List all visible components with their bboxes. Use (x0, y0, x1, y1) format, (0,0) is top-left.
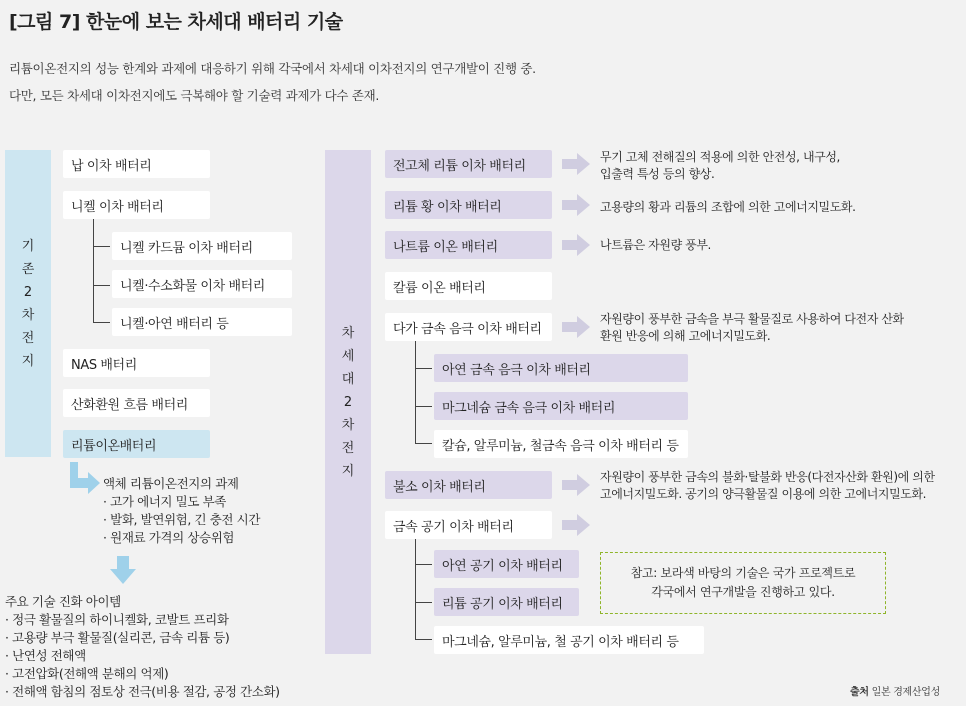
nizn-battery: 니켈·아연 배터리 등 (112, 308, 292, 336)
nickel-branch (93, 246, 110, 247)
multivalent-branch (415, 368, 432, 369)
metal-air-tree-line (415, 539, 416, 640)
nas-battery: NAS 배터리 (63, 349, 210, 377)
mg-anode-battery: 마그네슘 금속 음극 이차 배터리 (434, 392, 688, 420)
issues-title: 액체 리튬이온전지의 과제 (103, 476, 239, 491)
nimh-battery: 니켈·수소화물 이차 배터리 (112, 270, 292, 298)
issue-item: · 원재료 가격의 상승위험 (103, 530, 235, 545)
multivalent-desc: 자원량이 풍부한 금속을 부극 활물질로 사용하여 다전자 산화 환원 반응에 의해 고에너지밀도화. (600, 312, 904, 343)
metal-air-battery: 금속 공기 이차 배터리 (385, 511, 552, 539)
intro-line-1: 리튬이온전지의 성능 한계와 과제에 대응하기 위해 각국에서 차세대 이차전지의 연구개발이 진행 중. (9, 61, 536, 76)
elbow-arrow-icon (68, 462, 102, 494)
li-ion-battery: 리튬이온배터리 (63, 430, 210, 458)
right-arrow-icon (562, 514, 590, 536)
right-arrow-icon (562, 316, 590, 338)
nickel-branch (93, 322, 110, 323)
down-arrow-icon (110, 556, 136, 584)
zn-air-battery: 아연 공기 이차 배터리 (434, 550, 579, 578)
issue-item: · 발화, 발연위험, 긴 충전 시간 (103, 512, 261, 527)
k-ion-battery: 칼륨 이온 배터리 (385, 272, 552, 300)
source-credit: 출처 일본 경제산업성 (849, 687, 940, 698)
fluoride-desc: 자원량이 풍부한 금속의 불화·탈불화 반응(다전자산화 환원)에 의한 고에너지밀도화. 공기의 양극활물질 이용에 의한 고에너지밀도화. (600, 470, 935, 501)
metal-air-branch (415, 564, 432, 565)
metal-air-branch (415, 602, 432, 603)
evolution-item: · 전해액 함침의 점토상 전극(비용 절감, 공정 간소화) (5, 684, 280, 699)
ca-anode-battery: 칼슘, 알루미늄, 철금속 음극 이차 배터리 등 (434, 430, 688, 458)
multivalent-branch (415, 406, 432, 407)
redox-flow-battery: 산화환원 흐름 배터리 (63, 389, 210, 417)
li-s-battery: 리튬 황 이차 배터리 (385, 191, 552, 219)
lead-battery: 납 이차 배터리 (63, 150, 210, 178)
nicd-battery: 니켈 카드뮴 이차 배터리 (112, 232, 292, 260)
mg-air-battery: 마그네슘, 알루미늄, 철 공기 이차 배터리 등 (434, 626, 704, 654)
issue-item: · 고가 에너지 밀도 부족 (103, 494, 226, 509)
existing-label: 기 존 2 차 전 지 (5, 150, 51, 457)
fluoride-battery: 불소 이차 배터리 (385, 471, 552, 499)
li-air-battery: 리튬 공기 이차 배터리 (434, 588, 579, 616)
evolution-item: · 고전압화(전해액 분해의 억제) (5, 666, 169, 681)
metal-air-branch (415, 639, 432, 640)
right-arrow-icon (562, 194, 590, 216)
li-s-desc: 고용량의 황과 리튬의 조합에 의한 고에너지밀도화. (600, 200, 856, 214)
right-arrow-icon (562, 234, 590, 256)
zn-anode-battery: 아연 금속 음극 이차 배터리 (434, 354, 688, 382)
intro-line-2: 다만, 모든 차세대 이차전지에도 극복해야 할 기술력 과제가 다수 존재. (9, 88, 380, 103)
right-arrow-icon (562, 153, 590, 175)
page-title: [그림 7] 한눈에 보는 차세대 배터리 기술 (9, 11, 343, 33)
nickel-battery: 니켈 이차 배터리 (63, 191, 210, 219)
nickel-tree-line (93, 219, 94, 323)
na-ion-desc: 나트륨은 자원량 풍부. (600, 238, 711, 252)
evolution-title: 주요 기술 진화 아이템 (5, 594, 121, 609)
nextgen-label: 차 세 대 2 차 전 지 (325, 150, 371, 654)
multivalent-tree-line (415, 341, 416, 444)
evolution-item: · 정극 활물질의 하이니켈화, 코발트 프리화 (5, 612, 229, 627)
multivalent-branch (415, 443, 432, 444)
note-box: 참고: 보라색 바탕의 기술은 국가 프로젝트로 각국에서 연구개발을 진행하고 있다. (600, 552, 886, 614)
multivalent-battery: 다가 금속 음극 이차 배터리 (385, 313, 552, 341)
solid-state-desc: 무기 고체 전해질의 적용에 의한 안전성, 내구성, 입출력 특성 등의 향상. (600, 150, 840, 181)
na-ion-battery: 나트륨 이온 배터리 (385, 231, 552, 259)
solid-state-battery: 전고체 리튬 이차 배터리 (385, 150, 552, 178)
nickel-branch (93, 285, 110, 286)
right-arrow-icon (562, 474, 590, 496)
evolution-item: · 고용량 부극 활물질(실리콘, 금속 리튬 등) (5, 630, 230, 645)
evolution-item: · 난연성 전해액 (5, 648, 86, 663)
